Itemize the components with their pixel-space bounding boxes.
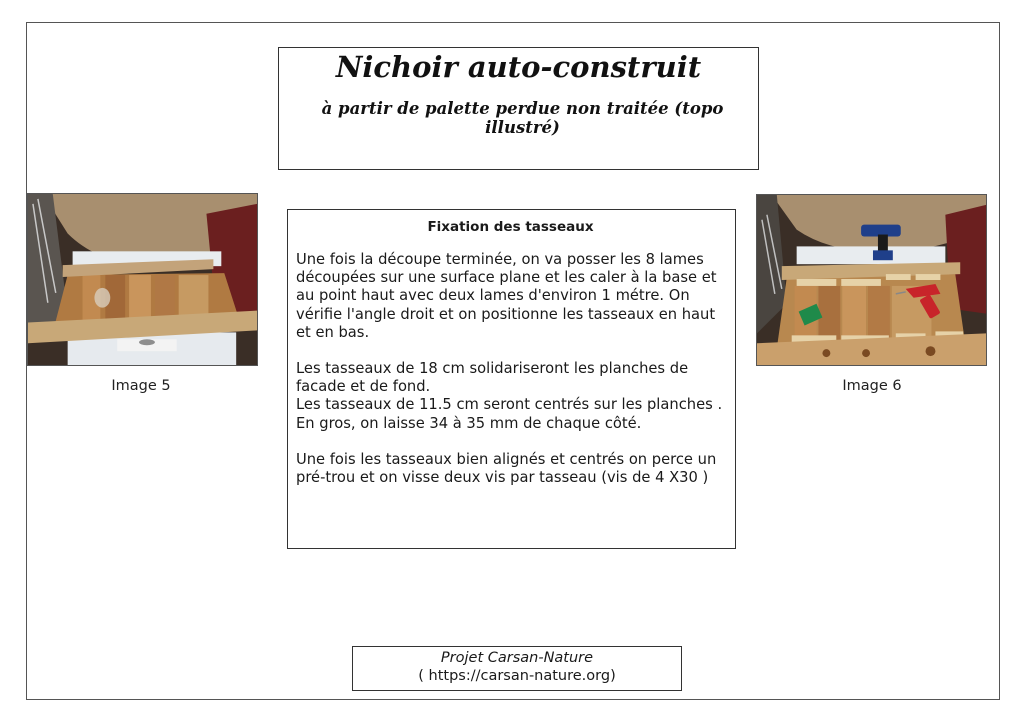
battens-and-drills-photo-icon — [757, 195, 986, 365]
text-line: découpées sur une surface plane et les caler à la base et — [296, 269, 717, 287]
footer-url-link[interactable]: ( https://carsan-nature.org) — [418, 668, 616, 684]
title-box — [278, 47, 759, 170]
text-line: vérifie l'angle droit et on positionne les tasseaux en haut — [296, 305, 716, 323]
pallet-boards-photo-icon — [28, 194, 257, 365]
caption-image-5: Image 5 — [111, 378, 171, 394]
paragraph-1 — [296, 251, 725, 342]
photo-image-5 — [27, 193, 258, 366]
text-line: En gros, on laisse 34 à 35 mm de chaque côté. — [296, 414, 642, 432]
page-title: Nichoir auto-construit — [335, 50, 702, 84]
text-line: Une fois la découpe terminée, on va posser les 8 lames — [296, 251, 704, 268]
section-heading: Fixation des tasseaux — [427, 219, 594, 235]
paragraph-2 — [296, 360, 725, 433]
text-line: et en bas. — [296, 323, 370, 341]
text-line: Les tasseaux de 18 cm solidariseront les planches de — [296, 360, 689, 378]
text-line: au point haut avec deux lames d'environ 1 métre. On — [296, 287, 690, 305]
page-subtitle: à partir de palette perdue non traitée (topo illustré) — [321, 99, 724, 137]
caption-image-6: Image 6 — [842, 378, 902, 394]
instructions-box — [287, 209, 736, 549]
footer-box — [352, 646, 682, 691]
paragraph-3 — [296, 451, 725, 487]
photo-image-6 — [756, 194, 987, 366]
footer-organization: Projet Carsan-Nature — [440, 650, 594, 666]
text-line: Les tasseaux de 11.5 cm seront centrés sur les planches . — [296, 396, 723, 414]
text-line: Une fois les tasseaux bien alignés et centrés on perce un — [296, 450, 717, 468]
text-line: facade et de fond. — [296, 378, 431, 396]
text-line: pré-trou et on visse deux vis par tasseau (vis de 4 X30 ) — [296, 469, 709, 487]
